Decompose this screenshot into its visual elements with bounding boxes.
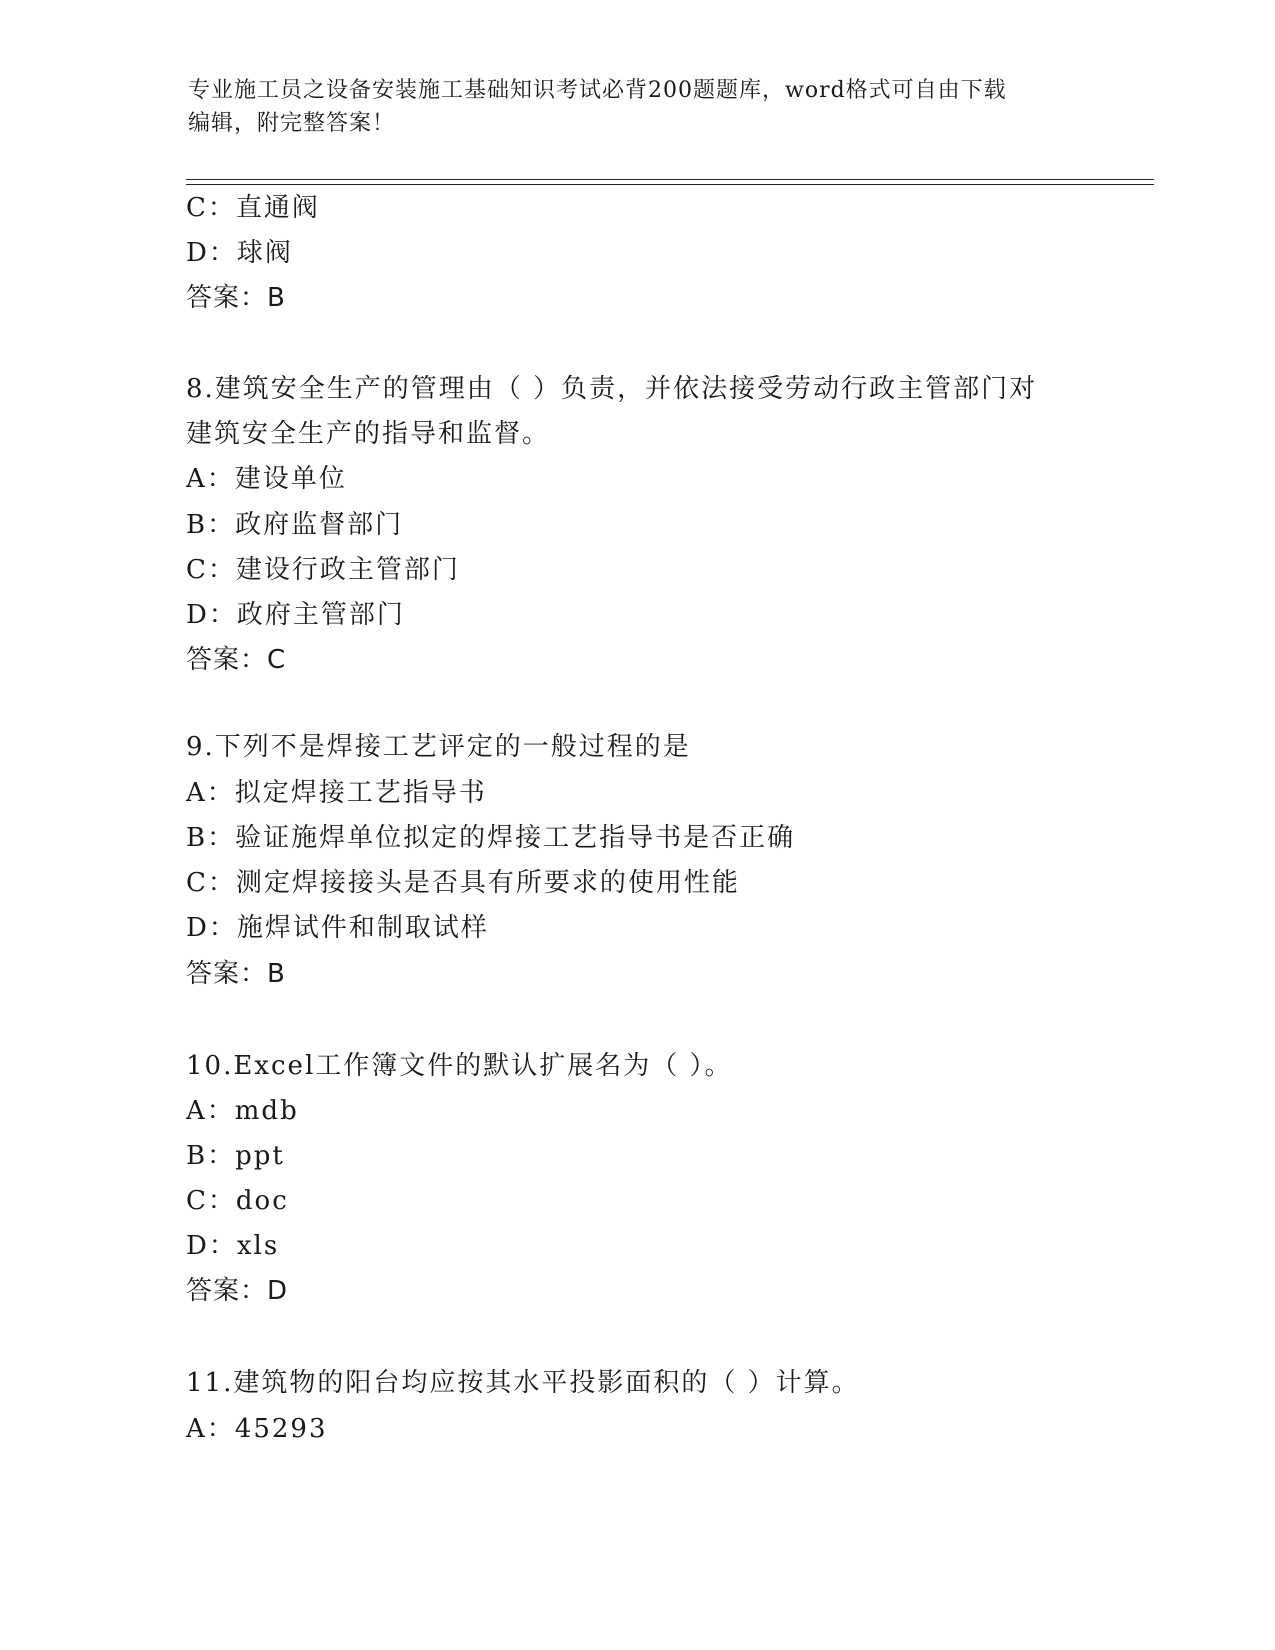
- q10-option-a: A：mdb: [186, 1096, 299, 1126]
- q8-stem-line-1: 8.建筑安全生产的管理由（ ）负责，并依法接受劳动行政主管部门对: [186, 374, 1038, 404]
- header-line-1: 专业施工员之设备安装施工基础知识考试必背200题题库，word格式可自由下载: [188, 78, 1007, 103]
- q9-stem-line-1: 9.下列不是焊接工艺评定的一般过程的是: [186, 732, 691, 762]
- q7-option-d: D：球阀: [186, 238, 293, 268]
- q10-option-c: C：doc: [186, 1186, 289, 1216]
- header-line-2: 编辑，附完整答案！: [188, 111, 396, 136]
- q10-option-d: D：xls: [186, 1231, 280, 1261]
- q9-option-a: A：拟定焊接工艺指导书: [186, 778, 487, 808]
- document-header: [188, 74, 1088, 140]
- q8-option-b: B：政府监督部门: [186, 510, 404, 540]
- q8-option-a: A：建设单位: [186, 464, 347, 494]
- q7-answer: 答案：B: [186, 283, 286, 313]
- q11-option-a: A：45293: [186, 1414, 328, 1444]
- q9-option-b: B：验证施焊单位拟定的焊接工艺指导书是否正确: [186, 823, 796, 853]
- q10-option-b: B：ppt: [186, 1141, 285, 1171]
- q8-option-c: C：建设行政主管部门: [186, 555, 460, 585]
- q10-stem-line-1: 10.Excel工作簿文件的默认扩展名为（ ）。: [186, 1051, 733, 1081]
- q11-stem-line-1: 11.建筑物的阳台均应按其水平投影面积的（ ）计算。: [186, 1368, 860, 1398]
- q9-answer: 答案：B: [186, 959, 286, 989]
- q8-answer: 答案：C: [186, 645, 287, 675]
- header-rule-top: [186, 179, 1154, 180]
- header-rule-bottom: [186, 184, 1154, 185]
- q9-option-c: C：测定焊接接头是否具有所要求的使用性能: [186, 868, 740, 898]
- q8-option-d: D：政府主管部门: [186, 600, 405, 630]
- q9-option-d: D：施焊试件和制取试样: [186, 913, 489, 943]
- q10-answer: 答案：D: [186, 1276, 289, 1306]
- q7-option-c: C：直通阀: [186, 193, 320, 223]
- q8-stem-line-2: 建筑安全生产的指导和监督。: [186, 419, 551, 449]
